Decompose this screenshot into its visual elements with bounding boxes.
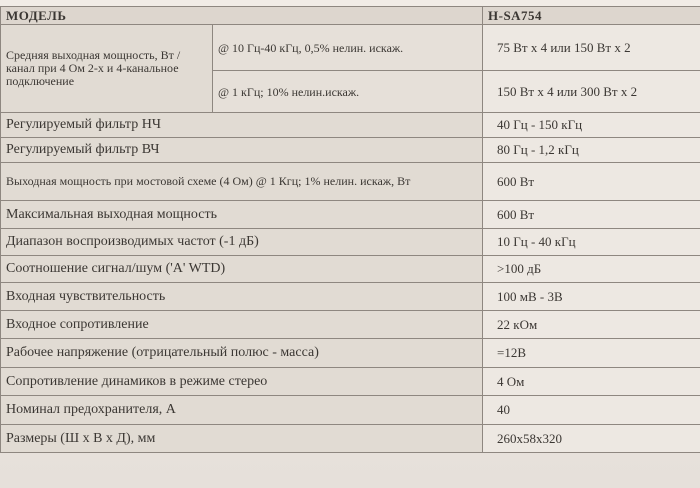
power-param-label: Средняя выходная мощность, Вт / канал при 4 Ом 2-х и 4-канальное подключение bbox=[1, 25, 213, 113]
table-row bbox=[1, 425, 700, 453]
row-value: =12В bbox=[483, 339, 700, 368]
row-value: 40 bbox=[483, 396, 700, 425]
row-value: 80 Гц - 1,2 кГц bbox=[483, 138, 700, 163]
table-row bbox=[1, 163, 700, 201]
row-value: >100 дБ bbox=[483, 256, 700, 283]
row-label: Входное сопротивление bbox=[1, 311, 483, 339]
row-value: 100 мВ - 3В bbox=[483, 283, 700, 311]
header-row bbox=[1, 7, 700, 25]
row-value: 4 Ом bbox=[483, 368, 700, 396]
table-row bbox=[1, 368, 700, 396]
table-row bbox=[1, 138, 700, 163]
model-name: H-SA754 bbox=[483, 7, 700, 25]
row-value: 600 Вт bbox=[483, 201, 700, 229]
row-value: 260x58x320 bbox=[483, 425, 700, 453]
power-value-1: 75 Вт x 4 или 150 Вт x 2 bbox=[483, 25, 700, 71]
table-row bbox=[1, 396, 700, 425]
table-row bbox=[1, 256, 700, 283]
row-value: 600 Вт bbox=[483, 163, 700, 201]
row-label: Выходная мощность при мостовой схеме (4 Ом) @ 1 Кгц; 1% нелин. искаж, Вт bbox=[1, 163, 483, 201]
model-header-label: МОДЕЛЬ bbox=[1, 7, 483, 25]
row-label: Рабочее напряжение (отрицательный полюс - масса) bbox=[1, 339, 483, 368]
row-label: Максимальная выходная мощность bbox=[1, 201, 483, 229]
table-row bbox=[1, 113, 700, 138]
table-row bbox=[1, 311, 700, 339]
power-row-1 bbox=[1, 25, 700, 71]
power-value-2: 150 Вт x 4 или 300 Вт x 2 bbox=[483, 71, 700, 113]
row-label: Регулируемый фильтр ВЧ bbox=[1, 138, 483, 163]
row-label: Входная чувствительность bbox=[1, 283, 483, 311]
row-label: Размеры (Ш х В х Д), мм bbox=[1, 425, 483, 453]
row-value: 22 кОм bbox=[483, 311, 700, 339]
row-label: Соотношение сигнал/шум ('A' WTD) bbox=[1, 256, 483, 283]
power-condition-2: @ 1 кГц; 10% нелин.искаж. bbox=[213, 71, 483, 113]
power-condition-1: @ 10 Гц-40 кГц, 0,5% нелин. искаж. bbox=[213, 25, 483, 71]
table-row bbox=[1, 339, 700, 368]
row-label: Сопротивление динамиков в режиме стерео bbox=[1, 368, 483, 396]
table-row bbox=[1, 283, 700, 311]
table-row bbox=[1, 201, 700, 229]
spec-table bbox=[0, 6, 700, 453]
row-label: Диапазон воспроизводимых частот (-1 дБ) bbox=[1, 229, 483, 256]
table-row bbox=[1, 229, 700, 256]
row-value: 40 Гц - 150 кГц bbox=[483, 113, 700, 138]
row-label: Регулируемый фильтр НЧ bbox=[1, 113, 483, 138]
row-label: Номинал предохранителя, А bbox=[1, 396, 483, 425]
row-value: 10 Гц - 40 кГц bbox=[483, 229, 700, 256]
